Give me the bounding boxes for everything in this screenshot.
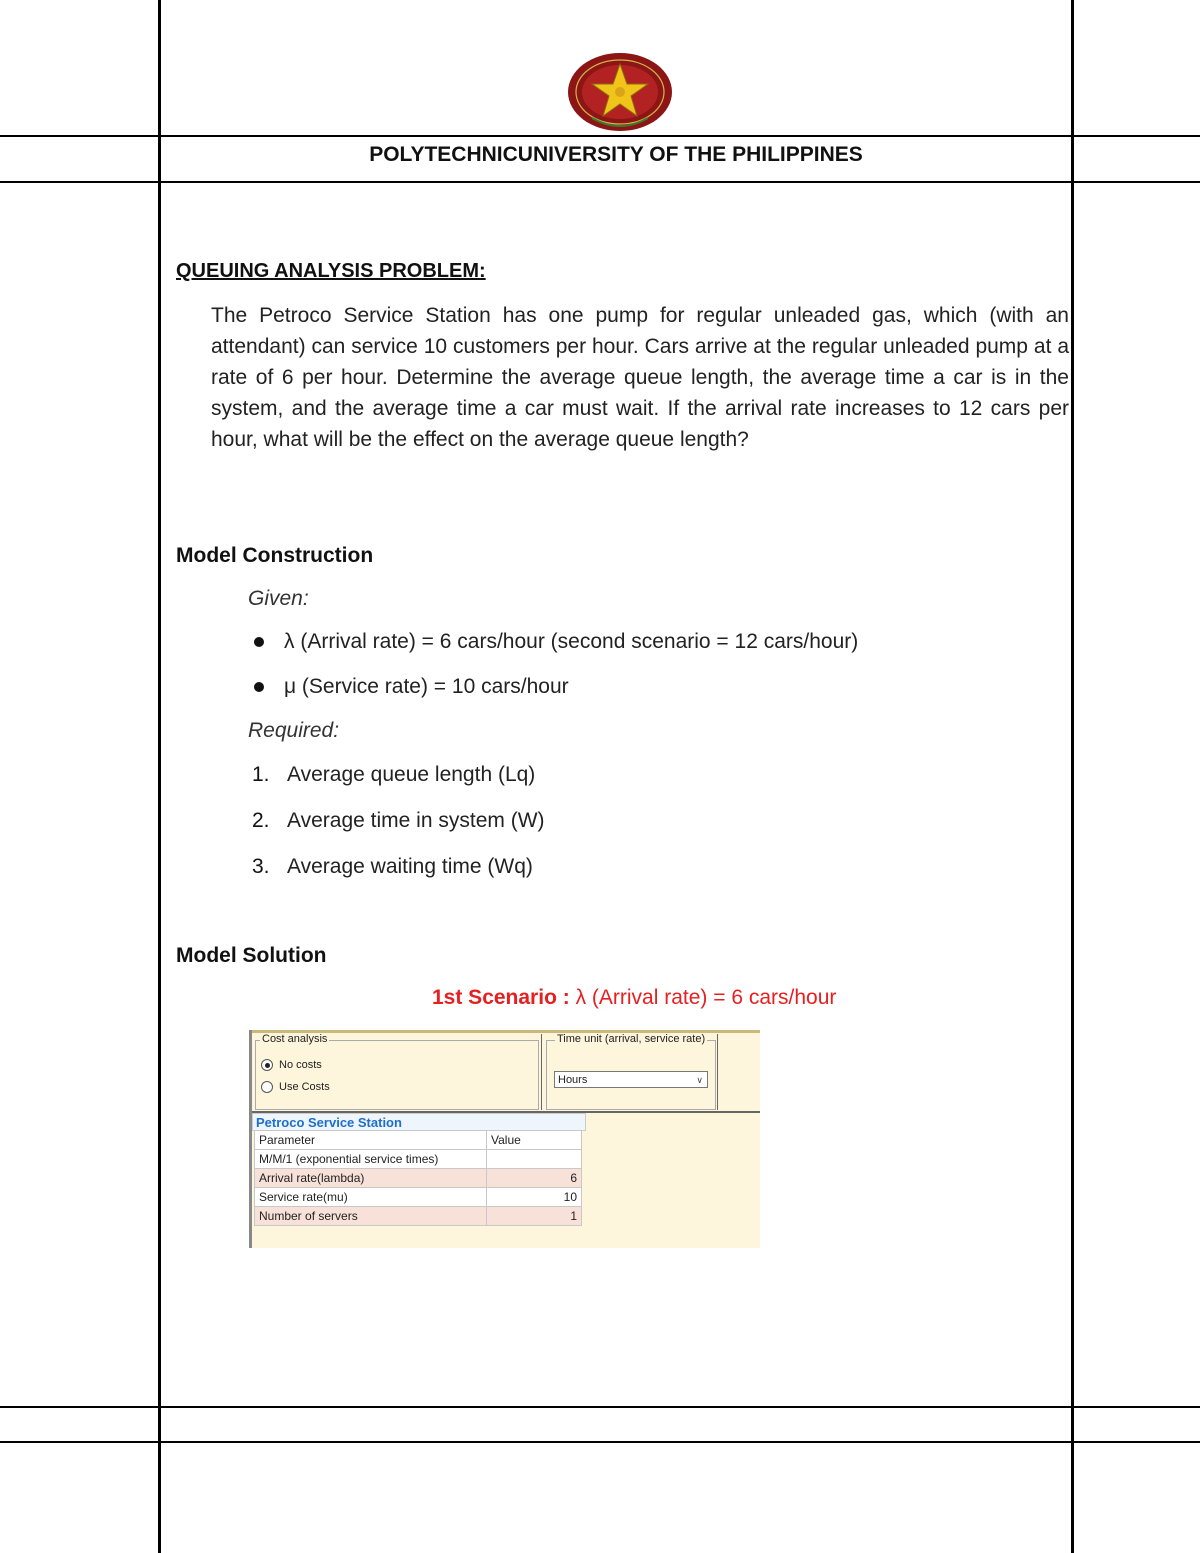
column-header-value: Value xyxy=(487,1131,582,1150)
table-row xyxy=(255,1188,582,1207)
problem-title: QUEUING ANALYSIS PROBLEM: xyxy=(176,260,486,282)
screenshot-left-border xyxy=(249,1030,252,1248)
table-row xyxy=(255,1207,582,1226)
header-top-line xyxy=(0,135,1200,137)
cost-analysis-group xyxy=(255,1033,539,1110)
column-header-parameter: Parameter xyxy=(255,1131,487,1150)
bullet-icon xyxy=(254,682,264,692)
radio-selected-icon[interactable] xyxy=(261,1059,273,1071)
parameter-cell: Service rate(mu) xyxy=(255,1188,487,1207)
required-item: 1. Average queue length (Lq) xyxy=(252,763,536,786)
model-construction-heading: Model Construction xyxy=(176,544,374,567)
value-cell[interactable] xyxy=(487,1150,582,1169)
problem-statement: The Petroco Service Station has one pump for regular unleaded gas, which (with an attendant) can service 10 customers per hour. Cars arrive at the regular unleaded pump at a rate of 6 per hour. Determine the average queue length, the average time a car is in the system, and the average time a car must wait. If the arrival rate increases to 12 cars per hour, what will be the effect on the average queue length? xyxy=(211,304,1069,451)
model-solution-heading: Model Solution xyxy=(176,944,327,967)
value-cell[interactable]: 10 xyxy=(487,1188,582,1207)
scenario-heading: 1st Scenario : λ (Arrival rate) = 6 cars/hour xyxy=(432,986,837,1009)
table-row xyxy=(255,1169,582,1188)
given-label: Given: xyxy=(248,587,309,610)
header-bottom-line xyxy=(0,181,1200,183)
table-title: Petroco Service Station xyxy=(256,1115,402,1130)
parameter-cell: M/M/1 (exponential service times) xyxy=(255,1150,487,1169)
parameter-table xyxy=(254,1130,582,1226)
required-label: Required: xyxy=(248,719,340,742)
table-row xyxy=(255,1150,582,1169)
radio-unselected-icon[interactable] xyxy=(261,1081,273,1093)
university-seal-logo xyxy=(566,52,674,132)
given-item-service: μ (Service rate) = 10 cars/hour xyxy=(254,675,569,699)
software-screenshot xyxy=(249,1030,760,1248)
value-cell[interactable]: 6 xyxy=(487,1169,582,1188)
footer-top-line xyxy=(0,1406,1200,1408)
no-costs-radio[interactable]: No costs xyxy=(261,1059,322,1071)
time-unit-caption: Time unit (arrival, service rate) xyxy=(557,1033,706,1045)
cost-analysis-caption: Cost analysis xyxy=(262,1033,328,1045)
university-name: POLYTECHNICUNIVERSITY OF THE PHILIPPINES xyxy=(369,143,863,166)
parameter-cell: Arrival rate(lambda) xyxy=(255,1169,487,1188)
given-item-arrival: λ (Arrival rate) = 6 cars/hour (second scenario = 12 cars/hour) xyxy=(254,630,858,654)
bullet-icon xyxy=(254,637,264,647)
use-costs-radio[interactable]: Use Costs xyxy=(261,1081,330,1093)
frame-right-line xyxy=(1071,0,1074,1553)
frame-left-line xyxy=(158,0,161,1553)
required-item: 2. Average time in system (W) xyxy=(252,809,545,832)
required-item: 3. Average waiting time (Wq) xyxy=(252,855,533,878)
value-cell[interactable]: 1 xyxy=(487,1207,582,1226)
time-unit-select[interactable]: Hours ∨ xyxy=(554,1071,708,1088)
parameter-cell: Number of servers xyxy=(255,1207,487,1226)
group-separator xyxy=(717,1034,718,1110)
table-header-row xyxy=(255,1131,582,1150)
group-separator xyxy=(541,1034,542,1110)
chevron-down-icon[interactable]: ∨ xyxy=(696,1075,703,1085)
footer-bottom-line xyxy=(0,1441,1200,1443)
